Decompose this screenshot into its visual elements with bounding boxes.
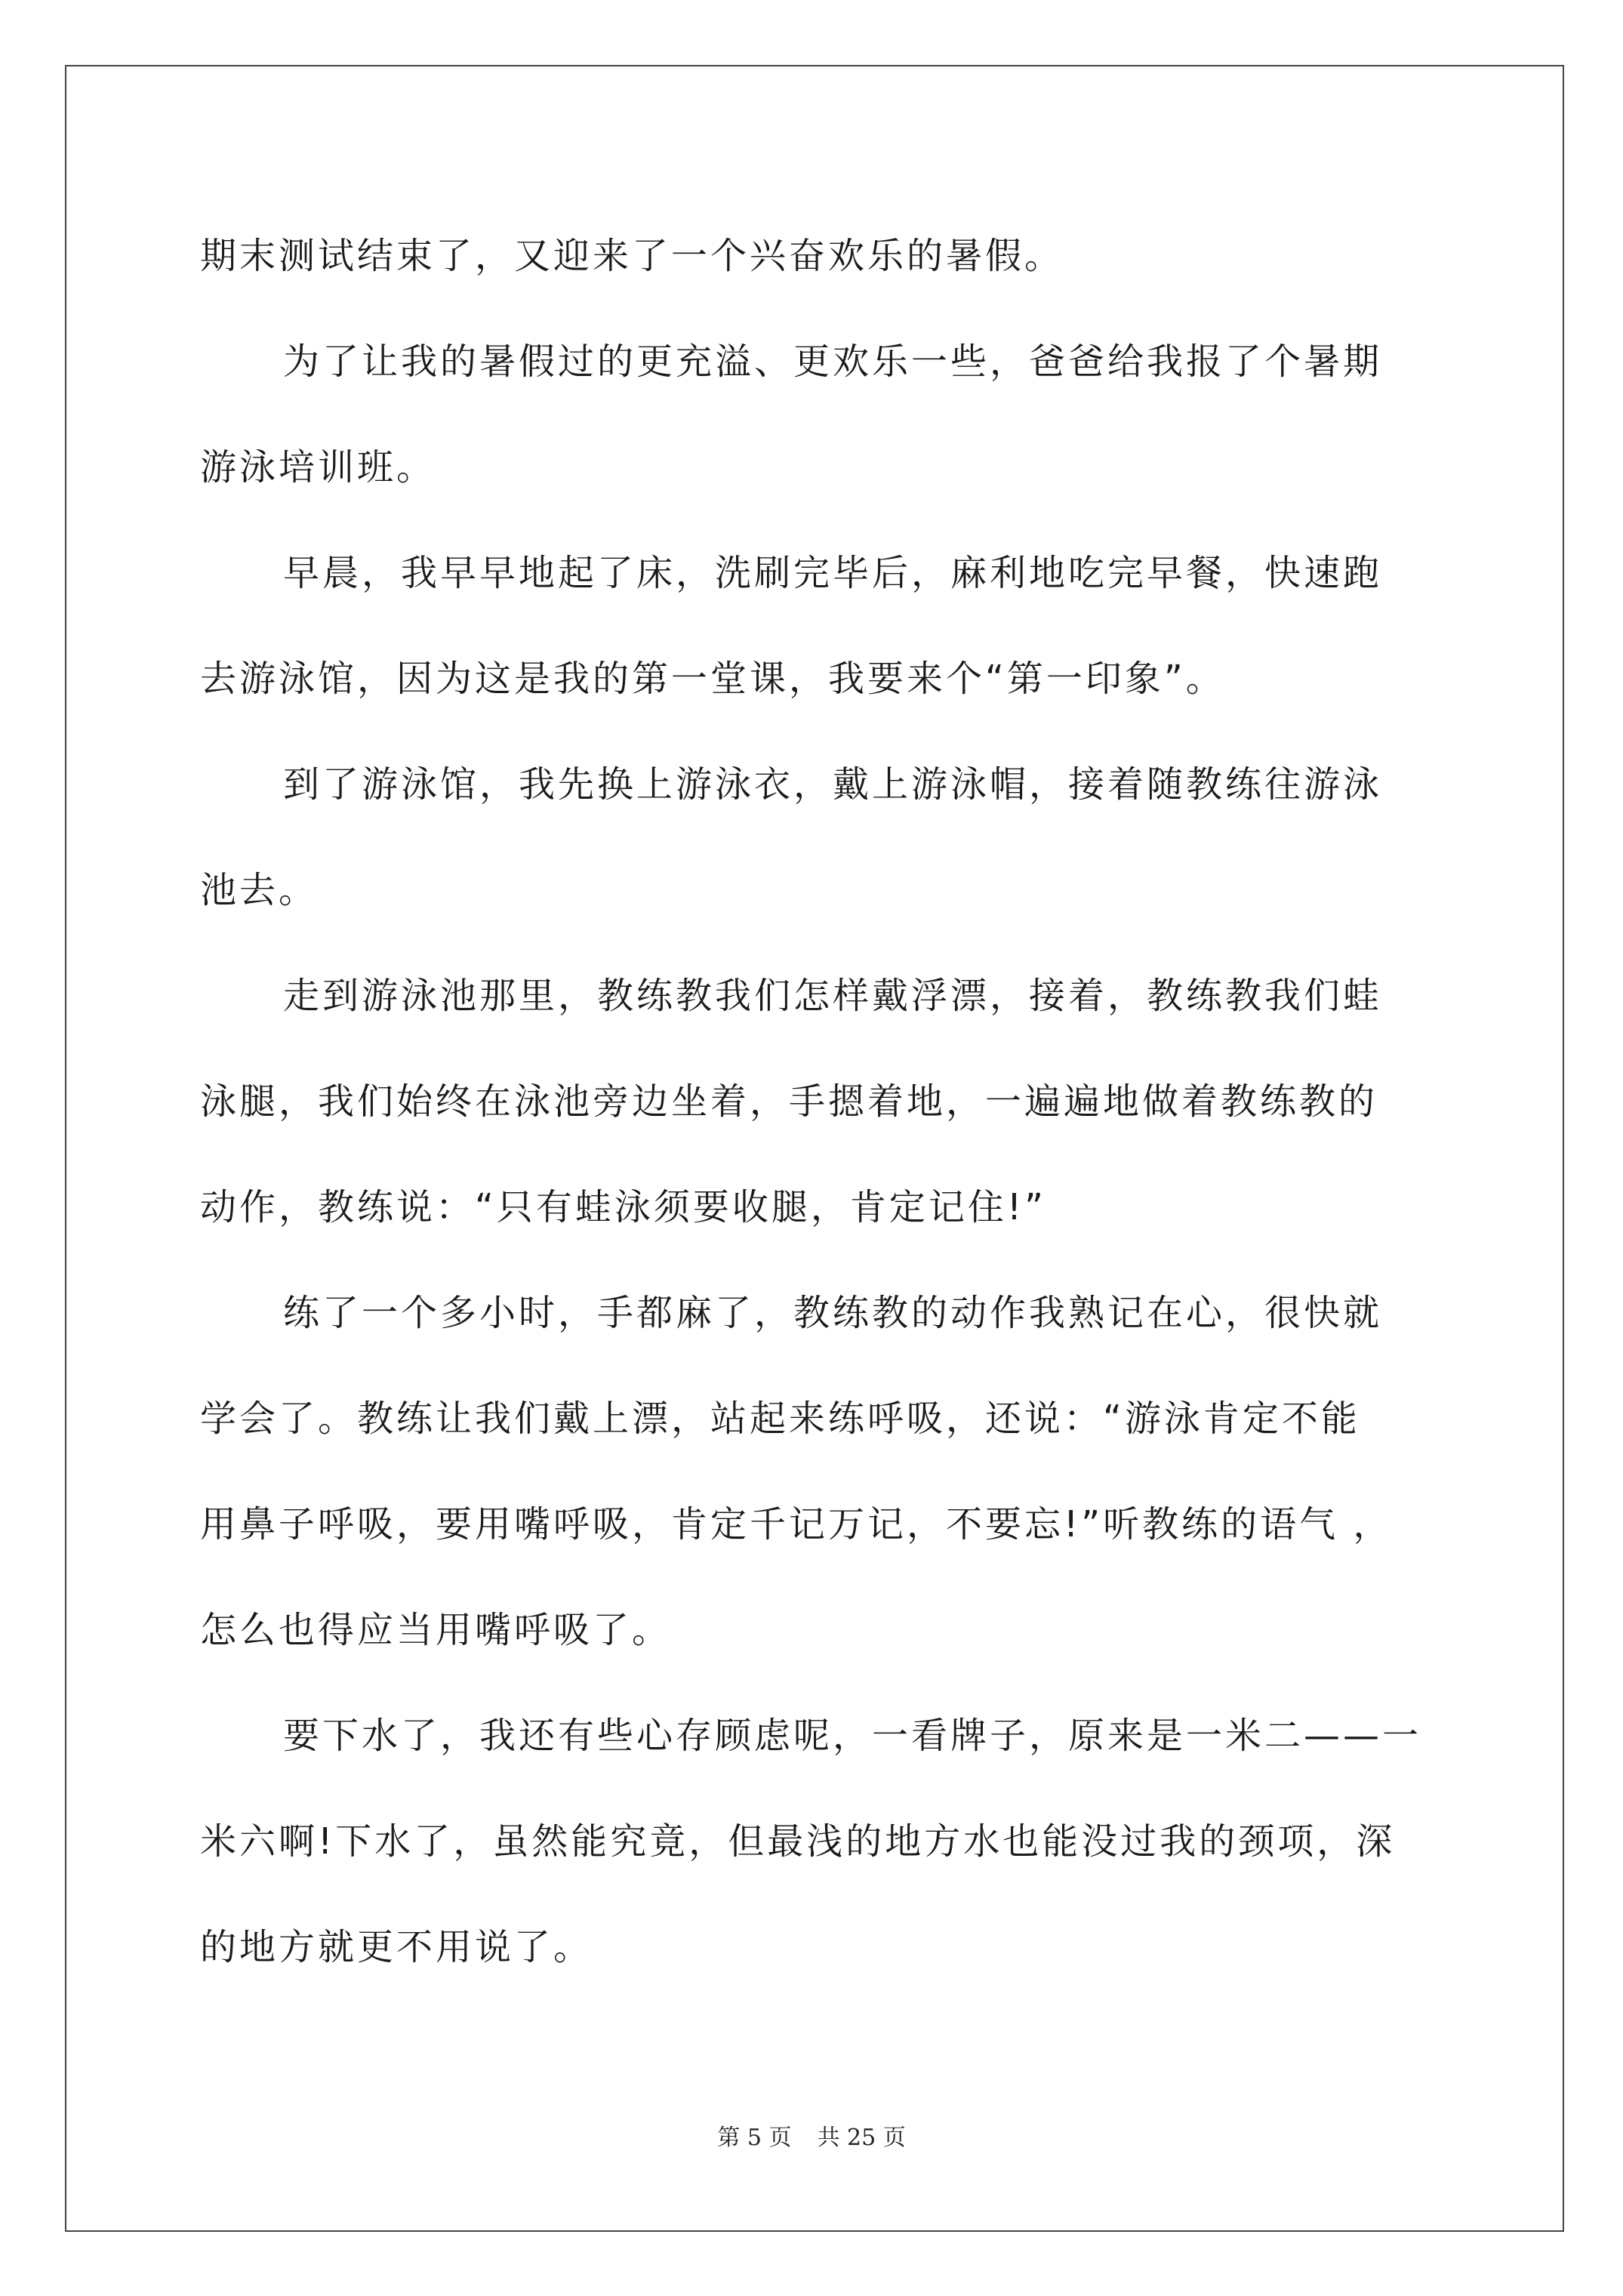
text-line: 怎么也得应当用嘴呼吸了。	[200, 1609, 672, 1651]
page-total: 共 25 页	[817, 2125, 906, 2151]
text-line: 走到游泳池那里，教练教我们怎样戴浮漂，接着，教练教我们蛙	[283, 975, 1383, 1017]
text-line: 为了让我的暑假过的更充溢、更欢乐一些，爸爸给我报了个暑期	[283, 341, 1383, 383]
text-line: 期末测试结束了，又迎来了一个兴奋欢乐的暑假。	[200, 235, 1064, 277]
text-line: 游泳培训班。	[200, 446, 436, 488]
text-line: 学会了。教练让我们戴上漂，站起来练呼吸，还说：“游泳肯定不能	[200, 1398, 1360, 1440]
text-line: 用鼻子呼吸，要用嘴呼吸，肯定千记万记，不要忘!”听教练的语气 ，	[200, 1503, 1393, 1546]
text-line: 去游泳馆，因为这是我的第一堂课，我要来个“第一印象”。	[200, 658, 1225, 700]
text-line: 池去。	[200, 869, 319, 911]
text-line: 练了一个多小时，手都麻了，教练教的动作我熟记在心，很快就	[283, 1292, 1383, 1334]
page-border	[65, 65, 1564, 2232]
page-number: 第 5 页	[717, 2125, 792, 2151]
text-line: 的地方就更不用说了。	[200, 1926, 593, 1968]
text-line: 泳腿，我们始终在泳池旁边坐着，手摁着地，一遍遍地做着教练教的	[200, 1080, 1378, 1123]
page-footer	[0, 2123, 1623, 2153]
text-line: 动作，教练说：“只有蛙泳须要收腿，肯定记住!”	[200, 1186, 1046, 1228]
text-line: 到了游泳馆，我先换上游泳衣，戴上游泳帽，接着随教练往游泳	[283, 763, 1383, 806]
text-line: 早晨，我早早地起了床，洗刷完毕后，麻利地吃完早餐，快速跑	[283, 552, 1383, 594]
text-line: 要下水了，我还有些心存顾虑呢，一看牌子，原来是一米二——一	[283, 1715, 1422, 1757]
text-line: 米六啊!下水了，虽然能究竟，但最浅的地方水也能没过我的颈项，深	[200, 1820, 1396, 1863]
